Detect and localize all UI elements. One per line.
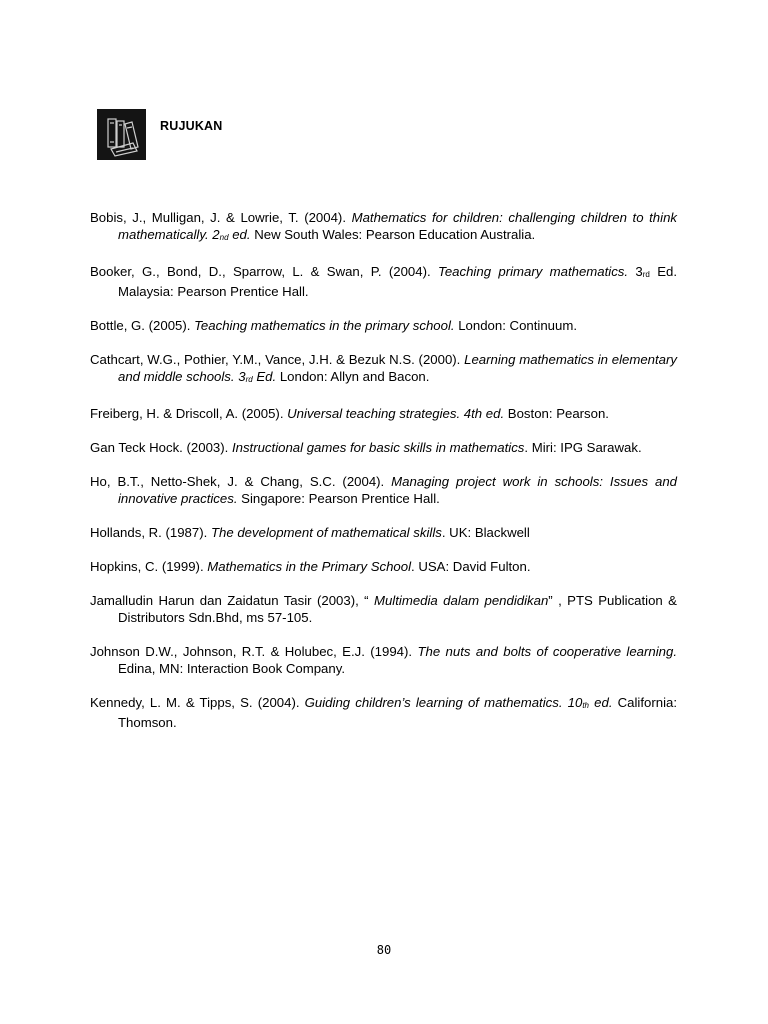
reference-post: Ed. Malaysia: Pearson Prentice Hall. [118,264,678,299]
reference-pre: Bobis, J., Mulligan, J. & Lowrie, T. (2004). [90,210,352,225]
reference-entry [90,351,677,388]
reference-entry [90,263,677,300]
reference-post: London: Allyn and Bacon. [276,369,430,384]
reference-pre: Booker, G., Bond, D., Sparrow, L. & Swan, P. (2004). [90,264,438,279]
reference-italic: Instructional games for basic skills in mathematics [231,440,525,455]
reference-sup: rd [642,270,650,279]
reference-entry [90,592,677,626]
reference-post: Singapore: Pearson Prentice Hall. [237,491,440,506]
reference-pre: Hopkins, C. (1999). [90,559,208,574]
reference-italic: Teaching mathematics in the primary school. [194,318,455,333]
reference-post: California: Thomson. [118,695,678,730]
reference-pre: Jamalludin Harun dan Zaidatun Tasir (2003), “ [90,593,374,608]
reference-pre: Ho, B.T., Netto-Shek, J. & Chang, S.C. (2004). [90,474,392,489]
reference-italic: Mathematics in the Primary School [207,559,412,574]
reference-italic: Managing project work in schools: Issues and innovative practices. [118,474,677,506]
reference-italic: Teaching primary mathematics. [437,264,629,279]
reference-sup-plain: 3 [628,264,643,279]
reference-sup: rd [245,375,253,384]
reference-sup: th [582,701,589,710]
reference-italic: Multimedia dalam pendidikan [373,593,549,608]
reference-italic: Mathematics for children: challenging children to think mathematically. 2 [118,210,677,242]
reference-pre: Hollands, R. (1987). [90,525,211,540]
reference-post: . UK: Blackwell [441,525,530,540]
reference-post: ” , PTS Publication & Distributors Sdn.Bhd, ms 57-105. [118,593,677,625]
books-icon [97,109,146,160]
reference-italic2: Ed. [252,369,277,384]
reference-sup: nd [219,233,229,242]
reference-post: . USA: David Fulton. [411,559,531,574]
reference-italic2: ed. [589,695,613,710]
reference-pre: Bottle, G. (2005). [90,318,195,333]
section-header [97,109,223,160]
reference-list [90,209,677,748]
reference-post: . Miri: IPG Sarawak. [524,440,642,455]
reference-entry [90,524,677,541]
reference-italic: Universal teaching strategies. 4th ed. [287,406,505,421]
reference-entry [90,473,677,507]
reference-pre: Freiberg, H. & Driscoll, A. (2005). [90,406,288,421]
reference-entry [90,694,677,731]
reference-post: New South Wales: Pearson Education Australia. [250,227,536,242]
reference-italic: The development of mathematical skills [210,525,442,540]
reference-entry [90,317,677,334]
reference-post: Edina, MN: Interaction Book Company. [118,661,345,676]
reference-pre: Gan Teck Hock. (2003). [90,440,232,455]
reference-italic: The nuts and bolts of cooperative learning. [417,644,678,659]
reference-entry [90,643,677,677]
reference-post: London: Continuum. [454,318,577,333]
reference-entry [90,558,677,575]
page-number: 80 [376,943,392,957]
reference-pre: Kennedy, L. M. & Tipps, S. (2004). [90,695,305,710]
reference-entry [90,405,677,422]
reference-italic2: ed. [228,227,251,242]
reference-entry [90,439,677,456]
reference-italic: Learning mathematics in elementary and middle schools. 3 [118,352,677,384]
reference-entry [90,209,677,246]
reference-post: Boston: Pearson. [504,406,609,421]
reference-pre: Johnson D.W., Johnson, R.T. & Holubec, E.J. (1994). [90,644,418,659]
section-title: RUJUKAN [160,119,223,133]
reference-italic: Guiding children’s learning of mathematics. 10 [304,695,583,710]
reference-pre: Cathcart, W.G., Pothier, Y.M., Vance, J.H. & Bezuk N.S. (2000). [90,352,465,367]
